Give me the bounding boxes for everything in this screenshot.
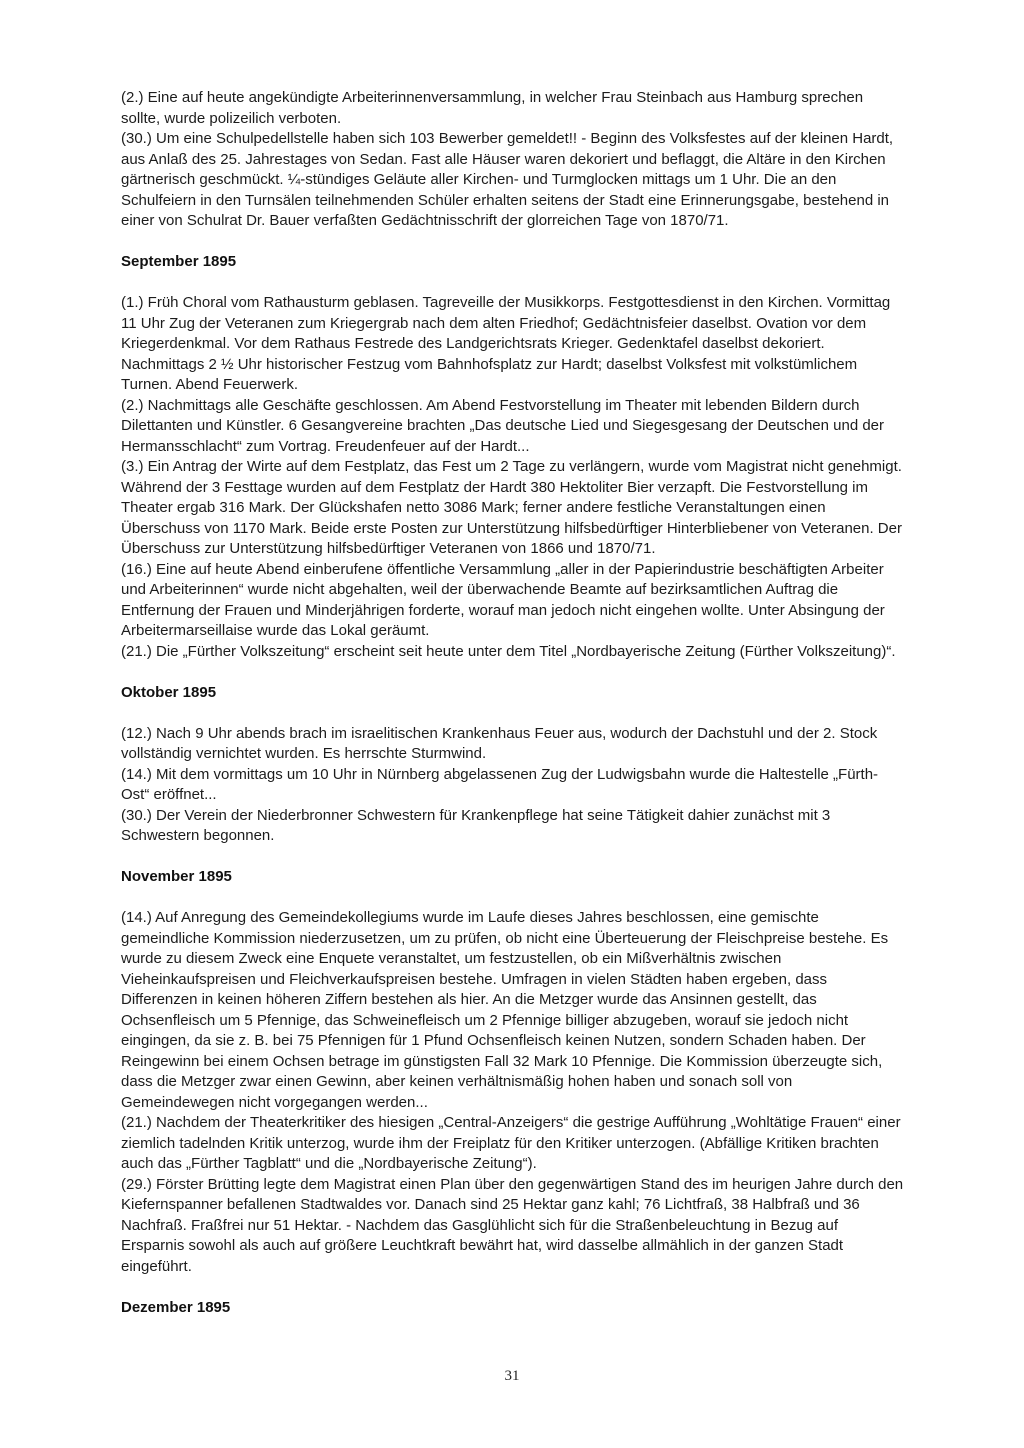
chronicle-paragraph: (14.) Auf Anregung des Gemeindekollegiums wurde im Laufe dieses Jahres beschlossen, eine gemischte gemeindliche Kommission niederzusetzen, um zu prüfen, ob nicht eine Überteuerung der Fleischpreise bestehe. Es wurde zu diesem Zweck eine Enquete veranstaltet, um festzustellen, ob ein Mißverhältnis zwischen Vieheinkaufspreisen und Fleichverkaufspreisen bestehe. Umfragen in vielen Städten haben ergeben, dass Differenzen in keinen höheren Ziffern bestehen als hier. An die Metzger wurde das Ansinnen gestellt, das Ochsenfleisch um 5 Pfennige, das Schweinefleisch um 2 Pfennige billiger abzugeben, worauf sie jedoch nicht eingingen, da sie z. B. bei 75 Pfennigen für 1 Pfund Ochsenfleisch keinen Nutzen, sondern Schaden haben. Der Reingewinn bei einem Ochsen betrage im günstigsten Fall 32 Mark 10 Pfennige. Die Kommission überzeugte sich, dass die Metzger zwar einen Gewinn, aber keinen verhältnismäßig hohen haben und sonach soll von Gemeindewegen nicht vorgegangen werden... — [121, 909, 889, 1111]
chronicle-paragraph: (3.) Ein Antrag der Wirte auf dem Festplatz, das Fest um 2 Tage zu verlängern, wurde vom Magistrat nicht genehmigt. Während der 3 Festtage wurden auf dem Festplatz der Hardt 380 Hektoliter Bier verzapft. Die Festvorstellung im Theater ergab 316 Mark. Der Glückshafen netto 3086 Mark; ferner andere festliche Veranstaltungen einen Überschuss von 1170 Mark. Beide erste Posten zur Unterstützung hilfsbedürftiger Hinterbliebener von Veteranen. Der Überschuss zur Unterstützung hilfsbedürftiger Veteranen von 1866 und 1870/71. — [121, 458, 902, 557]
chronicle-paragraph: (21.) Nachdem der Theaterkritiker des hiesigen „Central-Anzeigers“ die gestrige Aufführung „Wohltätige Frauen“ einer ziemlich tadelnden Kritik unterzog, wurde ihm der Freiplatz für den Kritiker unterzogen. (Abfällige Kritiken brachten auch das „Fürther Tagblatt“ und die „Nordbayerische Zeitung“). — [121, 1114, 901, 1172]
chronicle-paragraph: (30.) Um eine Schulpedellstelle haben sich 103 Bewerber gemeldet!! - Beginn des Volksfestes auf der kleinen Hardt, aus Anlaß des 25. Jahrestages von Sedan. Fast alle Häuser waren dekoriert und beflaggt, die Altäre in den Kirchen gärtnerisch geschmückt. ¼-stündiges Geläute aller Kirchen- und Turmglocken mittags um 1 Uhr. Die an den Schulfeiern in den Turnsälen teilnehmenden Schüler erhalten seitens der Stadt eine Erinnerungsgabe, bestehend in einer von Schulrat Dr. Bauer verfaßten Gedächtnisschrift der glorreichen Tage von 1870/71. — [121, 130, 894, 229]
chronicle-paragraph: (29.) Förster Brütting legte dem Magistrat einen Plan über den gegenwärtigen Stand des im heurigen Jahre durch den Kiefernspanner befallenen Stadtwaldes vor. Danach sind 25 Hektar ganz kahl; 76 Lichtfraß, 38 Halbfraß und 36 Nachfraß. Fraßfrei nur 51 Hektar. - Nachdem das Gasglühlicht sich für die Straßenbeleuchtung in Bezug auf Ersparnis sowohl als auch auf größere Leuchtkraft bewährt hat, wird dasselbe allmählich in der ganzen Stadt eingeführt. — [121, 1175, 904, 1275]
chronicle-paragraph: (2.) Eine auf heute angekündigte Arbeiterinnenversammlung, in welcher Frau Steinbach aus Hamburg sprechen sollte, wurde polizeilich verboten. — [121, 89, 864, 127]
chronicle-paragraph: (14.) Mit dem vormittags um 10 Uhr in Nürnberg abgelassenen Zug der Ludwigsbahn wurde die Haltestelle „Fürth-Ost“ eröffnet... — [121, 765, 879, 803]
chronicle-paragraph: (1.) Früh Choral vom Rathausturm geblasen. Tagreveille der Musikkorps. Festgottesdienst in den Kirchen. Vormittag 11 Uhr Zug der Veteranen zum Kriegergrab nach dem alten Friedhof; Gedächtnisfeier daselbst. Ovation vor dem Kriegerdenkmal. Vor dem Rathaus Festrede des Landgerichtsrats Krieger. Gedenktafel daselbst dekoriert. Nachmittags 2 ½ Uhr historischer Festzug vom Bahnhofsplatz zur Hardt; daselbst Volksfest mit volkstümlichem Turnen. Abend Feuerwerk. — [121, 294, 891, 393]
month-heading: Dezember 1895 — [121, 1298, 231, 1316]
page-number: 31 — [504, 1368, 520, 1384]
chronicle-paragraph: (12.) Nach 9 Uhr abends brach im israelitischen Krankenhaus Feuer aus, wodurch der Dachstuhl und der 2. Stock vollständig vernichtet wurden. Es herrschte Sturmwind. — [121, 724, 878, 762]
month-heading: Oktober 1895 — [121, 683, 217, 701]
chronicle-paragraph: (21.) Die „Fürther Volkszeitung“ erscheint seit heute unter dem Titel „Nordbayerische Zeitung (Fürther Volkszeitung)“. — [121, 642, 896, 660]
chronicle-paragraph: (30.) Der Verein der Niederbronner Schwestern für Krankenpflege hat seine Tätigkeit dahier zunächst mit 3 Schwestern begonnen. — [121, 806, 831, 844]
chronicle-paragraph: (2.) Nachmittags alle Geschäfte geschlossen. Am Abend Festvorstellung im Theater mit lebenden Bildern durch Dilettanten und Künstler. 6 Gesangvereine brachten „Das deutsche Lied und Siegesgesang der Deutschen und der Hermansschlacht“ zum Vortrag. Freudenfeuer auf der Hardt... — [121, 396, 885, 455]
month-heading: September 1895 — [121, 253, 237, 270]
chronicle-paragraph: (16.) Eine auf heute Abend einberufene öffentliche Versammlung „aller in der Papierindustrie beschäftigten Arbeiter und Arbeiterinnen“ wurde nicht abgehalten, weil der überwachende Beamte auf bezirksamtlichen Auftrag die Entfernung der Frauen und Minderjährigen forderte, worauf man jedoch nicht eingehen wollte. Unter Absingung der Arbeitermarseillaise wurde das Lokal geräumt. — [121, 560, 885, 639]
document-body — [121, 88, 905, 1339]
month-heading: November 1895 — [121, 868, 232, 885]
